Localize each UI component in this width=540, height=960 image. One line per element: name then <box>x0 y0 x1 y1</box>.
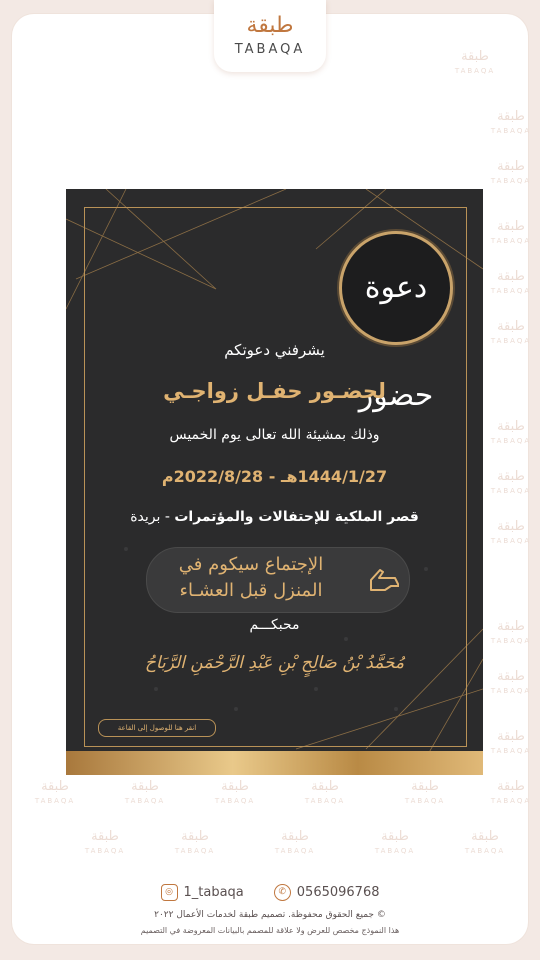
wedding-title: لحضـور حفـل زواجـي <box>163 379 386 403</box>
watermark: طبقة TABAQA <box>464 829 506 855</box>
watermark: طبقة TABAQA <box>84 829 126 855</box>
day-line: وذلك بمشيئة الله تعالى يوم الخميس <box>169 427 380 443</box>
watermark: طبقة TABAQA <box>490 419 532 445</box>
watermark: طبقة TABAQA <box>374 829 416 855</box>
watermark: طبقة TABAQA <box>304 779 346 805</box>
gathering-note <box>146 547 410 613</box>
gathering-text: الإجتماع سيكوم في المنزل قبل العشـاء <box>178 554 324 601</box>
date-line: 1444/1/27هـ - 2022/8/28م <box>161 467 388 486</box>
watermark: طبقة TABAQA <box>174 829 216 855</box>
watermark: طبقة TABAQA <box>490 729 532 755</box>
watermark: طبقة TABAQA <box>454 49 496 75</box>
watermark: طبقة TABAQA <box>490 109 532 135</box>
watermark: طبقة TABAQA <box>214 779 256 805</box>
copyright-text: © جميع الحقوق محفوظة. تصميم طبقة لخدمات الأعمال ٢٠٢٢ <box>154 910 386 920</box>
host-name: مُحَمَّدُ بْنُ صَالِحٍ بْنِ عَبْدِ الرَّحْمَنِ الرَّبَاحُ <box>144 653 405 673</box>
brand-logo <box>214 0 326 72</box>
watermark: طبقة TABAQA <box>404 779 446 805</box>
pointing-hand-icon <box>365 566 399 594</box>
venue-line <box>66 509 483 525</box>
watermark: طبقة TABAQA <box>490 219 532 245</box>
phone-icon: ✆ <box>274 884 291 901</box>
phone-number: 0565096768 <box>296 884 380 900</box>
contact-bar <box>0 882 540 902</box>
venue-name: قصر الملكية للإحتفالات والمؤتمرات <box>174 509 419 525</box>
instagram-contact[interactable] <box>161 884 244 901</box>
instagram-icon: ◎ <box>161 884 178 901</box>
watermark: طبقة TABAQA <box>34 779 76 805</box>
watermark: طبقة TABAQA <box>490 779 532 805</box>
watermark: طبقة TABAQA <box>490 519 532 545</box>
location-link-button[interactable]: انقر هنا للوصول إلى القاعة <box>98 719 216 737</box>
watermark: طبقة TABAQA <box>490 159 532 185</box>
instagram-handle: 1_tabaqa <box>183 884 244 900</box>
watermark: طبقة TABAQA <box>124 779 166 805</box>
invitation-card <box>66 189 483 775</box>
watermark: طبقة TABAQA <box>490 319 532 345</box>
watermark: طبقة TABAQA <box>274 829 316 855</box>
logo-arabic: طبقة <box>246 13 294 38</box>
invitation-badge: دعوة حضور <box>339 231 453 345</box>
venue-city: - بريدة <box>130 509 175 525</box>
watermark: طبقة TABAQA <box>490 619 532 645</box>
logo-english: TABAQA <box>234 42 306 57</box>
disclaimer-text: هذا النموذج مخصص للعرض ولا علاقة للمصمم بالبيانات المعروضة في التصميم <box>140 926 400 935</box>
phone-contact[interactable] <box>274 884 380 901</box>
closing-line: محبكـــم <box>249 617 300 633</box>
gold-band <box>66 751 483 775</box>
watermark: طبقة TABAQA <box>490 469 532 495</box>
watermark: طبقة TABAQA <box>490 269 532 295</box>
watermark: طبقة TABAQA <box>490 669 532 695</box>
honor-line: يشرفني دعوتكم <box>224 341 325 359</box>
